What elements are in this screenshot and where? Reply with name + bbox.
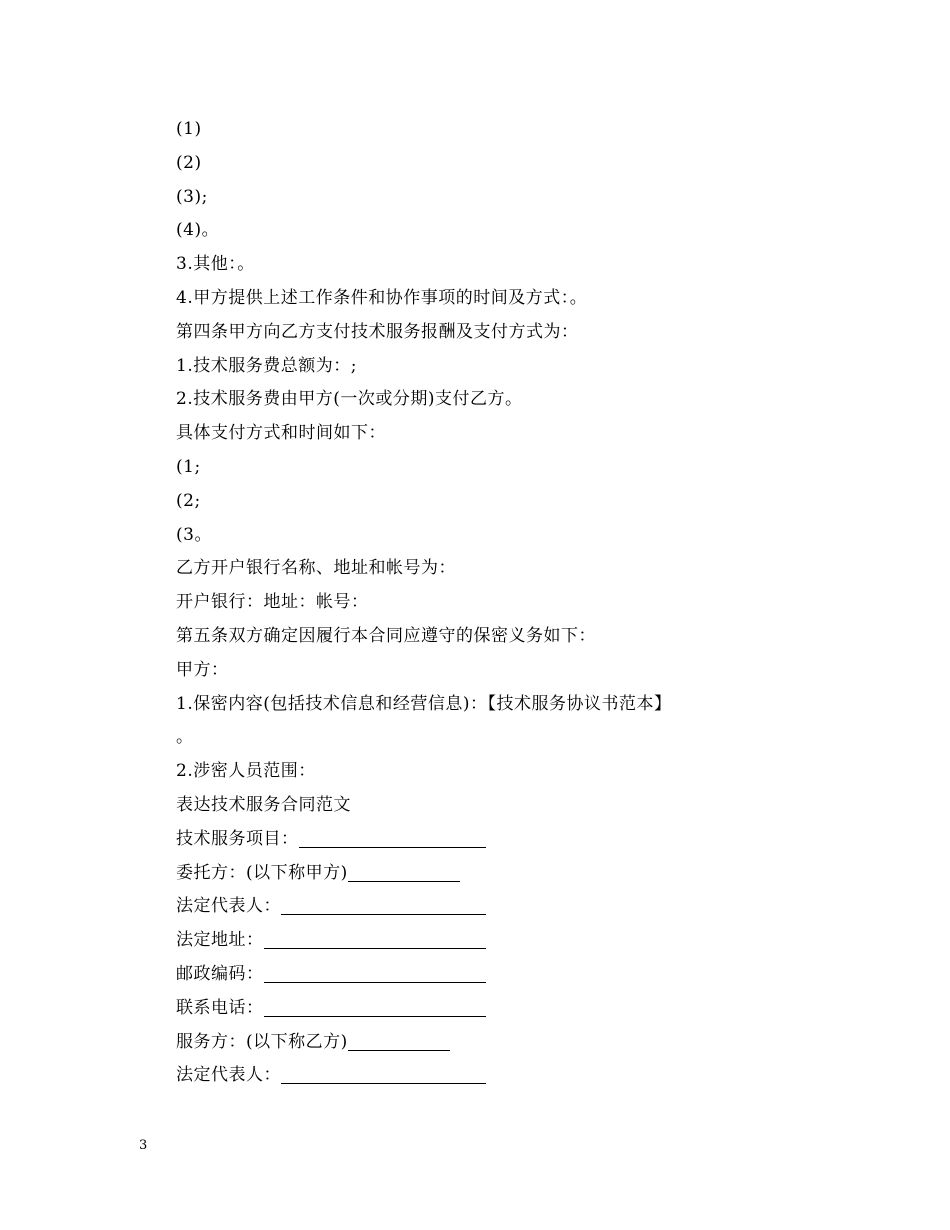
blank-line: [299, 830, 486, 848]
text-line: 开户银行：地址：帐号：: [176, 592, 369, 613]
text-line: 乙方开户银行名称、地址和帐号为：: [176, 558, 456, 579]
text-line: (4)。: [176, 220, 220, 241]
form-field-legal-representative: [176, 1059, 736, 1093]
form-field-postal-code: [176, 958, 736, 992]
text-line: 4.甲方提供上述工作条件和协作事项的时间及方式：。: [176, 287, 588, 308]
text-line: 。: [176, 727, 194, 748]
text-line: 1.保密内容(包括技术信息和经营信息)：【技术服务协议书范本】: [176, 693, 672, 714]
field-label: 法定地址：: [176, 930, 264, 951]
text-line: (3);: [176, 186, 208, 207]
form-field-phone: [176, 992, 736, 1026]
blank-line: [281, 897, 486, 915]
text-line: 2.涉密人员范围：: [176, 761, 316, 782]
form-field-legal-address: [176, 924, 736, 958]
text-line: 2.技术服务费由甲方(一次或分期)支付乙方。: [176, 389, 523, 410]
document-subtitle: 表达技术服务合同范文: [176, 794, 351, 815]
form-field-service-provider: [176, 1026, 736, 1060]
text-line: 3.其他：。: [176, 254, 255, 275]
field-label: 邮政编码：: [176, 963, 264, 984]
text-line: (3。: [176, 524, 212, 545]
blank-line: [348, 864, 460, 882]
form-field-client: [176, 857, 736, 891]
field-label: 技术服务项目：: [176, 828, 299, 849]
field-label: 法定代表人：: [176, 896, 281, 917]
field-label: 联系电话：: [176, 997, 264, 1018]
text-line: 1.技术服务费总额为：;: [176, 355, 357, 376]
blank-line: [348, 1033, 450, 1051]
section-heading: 第四条甲方向乙方支付技术服务报酬及支付方式为：: [176, 321, 579, 342]
blank-line: [264, 999, 486, 1017]
text-line: 甲方：: [176, 659, 229, 680]
text-line: (1;: [176, 456, 201, 477]
field-label: 法定代表人：: [176, 1065, 281, 1086]
text-line: (2;: [176, 490, 201, 511]
text-line: 具体支付方式和时间如下：: [176, 423, 386, 444]
blank-line: [281, 1066, 486, 1084]
field-label: 委托方：(以下称甲方): [176, 862, 348, 883]
form-field-service-project: [176, 823, 736, 857]
field-label: 服务方：(以下称乙方): [176, 1031, 348, 1052]
section-heading: 第五条双方确定因履行本合同应遵守的保密义务如下：: [176, 625, 596, 646]
document-body: [176, 113, 736, 1093]
text-line: (1): [176, 119, 202, 139]
blank-line: [264, 965, 486, 983]
text-line: (2): [176, 152, 202, 173]
form-field-legal-representative: [176, 890, 736, 924]
blank-line: [264, 931, 486, 949]
page-number: 3: [139, 1138, 148, 1153]
